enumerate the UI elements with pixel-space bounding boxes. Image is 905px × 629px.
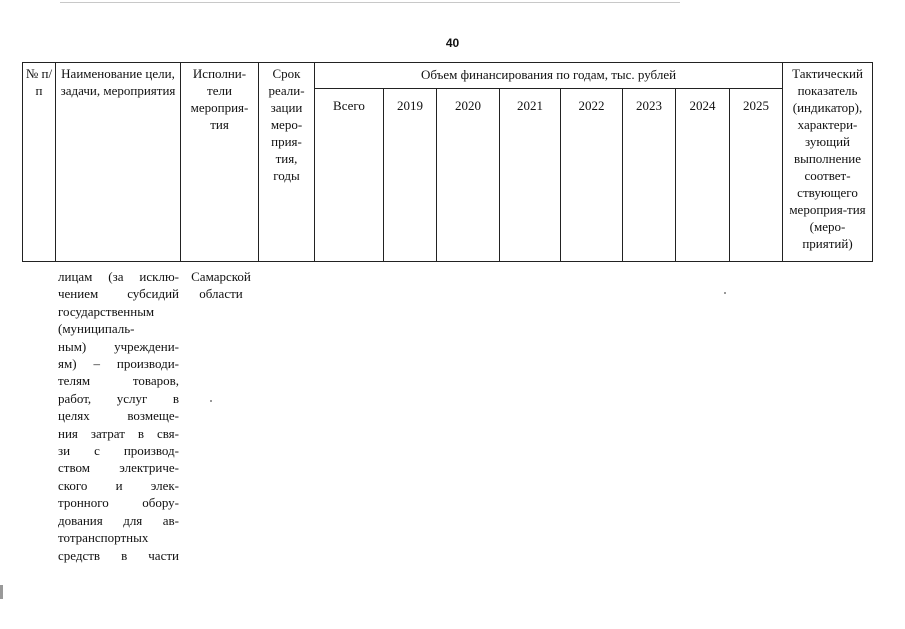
name-line: целях возмеще- — [58, 408, 179, 424]
name-line: средств в части — [58, 547, 179, 563]
continued-measure-name — [58, 268, 179, 564]
header-term: Срок реали-зации меро-прия-тия, годы — [259, 63, 315, 262]
name-line: телям товаров, — [58, 373, 179, 389]
scan-speck — [724, 292, 726, 294]
scan-speck — [210, 400, 212, 402]
header-year-2021: 2021 — [500, 89, 561, 262]
name-line: лицам (за исклю- — [58, 269, 179, 284]
name-line: (муниципаль- — [58, 321, 135, 337]
page-number: 40 — [445, 36, 460, 50]
name-line: ям) – производи- — [58, 356, 179, 372]
name-line: ным) учреждени- — [58, 338, 179, 354]
header-indicator: Тактический показатель (индикатор), характери-зующий выполнение соответ-ствующего мероприя-тия (меро-приятий) — [783, 63, 873, 262]
name-line: ского и элек- — [58, 477, 179, 493]
header-year-2023: 2023 — [623, 89, 676, 262]
header-year-2020: 2020 — [437, 89, 500, 262]
name-line: тронного обору- — [58, 495, 179, 511]
header-executors: Исполни-тели мероприя-тия — [181, 63, 259, 262]
name-line: ния затрат в свя- — [58, 425, 179, 441]
executor-line: области — [199, 286, 243, 302]
header-num: № п/п — [23, 63, 56, 262]
name-line: ством электриче- — [58, 460, 179, 476]
header-name: Наименование цели, задачи, мероприятия — [56, 63, 181, 262]
name-line: тотранспортных — [58, 530, 149, 546]
name-line: чением субсидий — [58, 286, 179, 302]
header-year-2025: 2025 — [730, 89, 783, 262]
financing-table — [22, 62, 873, 262]
top-scan-rule — [60, 2, 680, 3]
executor-line: Самарской — [191, 269, 251, 284]
table-header-row-1 — [23, 63, 873, 89]
header-total: Всего — [315, 89, 384, 262]
header-year-2024: 2024 — [676, 89, 730, 262]
header-year-2022: 2022 — [561, 89, 623, 262]
scan-speck — [0, 585, 3, 599]
name-line: дования для ав- — [58, 512, 179, 528]
continued-executor — [182, 268, 260, 303]
header-funding: Объем финансирования по годам, тыс. рублей — [315, 63, 783, 89]
name-line: работ, услуг в — [58, 390, 179, 406]
header-year-2019: 2019 — [384, 89, 437, 262]
name-line: зи с производ- — [58, 443, 179, 459]
name-line: государственным — [58, 303, 155, 319]
